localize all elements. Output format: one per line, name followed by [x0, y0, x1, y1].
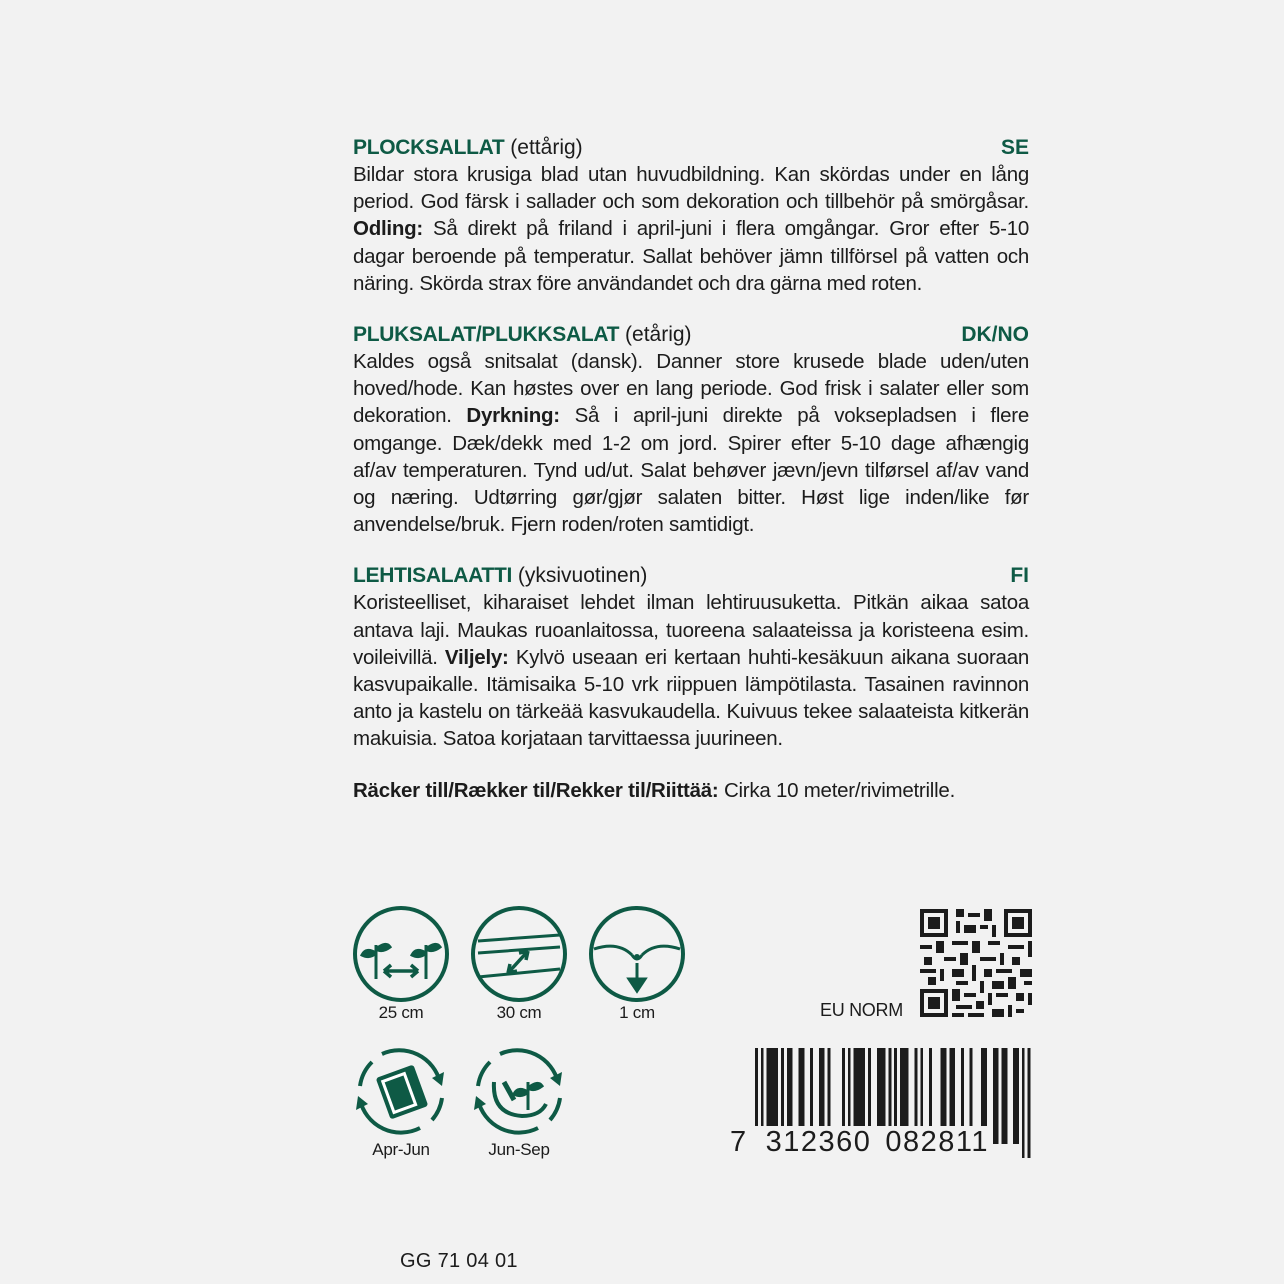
sowing-period-label: Apr-Jun [372, 1140, 430, 1159]
cultivation-label: Odling: [353, 217, 423, 241]
barcode-bar [1028, 1048, 1031, 1158]
barcode-bar [996, 1048, 999, 1144]
barcode-bar [1002, 1048, 1005, 1144]
barcode-bar [1004, 1048, 1007, 1144]
row-spacing-icon [470, 905, 568, 1003]
section-fi [353, 562, 1029, 752]
barcode-first-digit: 7 [730, 1126, 748, 1158]
coverage-value: Cirka 10 meter/rivimetrille. [718, 778, 956, 802]
coverage-label: Räcker till/Rækker til/Rekker til/Riittää: [353, 778, 719, 802]
row-spacing-label: 30 cm [496, 1003, 542, 1022]
section-heading [353, 321, 1029, 348]
section-text: Bildar stora krusiga blad utan huvudbildning. Kan skördas under en lång period. God färsk i sallader och som dekoration och tillbehör på smörgåsar. Odling: Så direkt på friland i april-juni i flera omgångar. Gror efter 5-10 dagar beroende på temperatur. Sallat behöver jämn tillförsel på vatten och näring. Skörda strax före användandet och dra gärna med roten. [353, 163, 1029, 295]
variety-subtitle: (etårig) [619, 323, 692, 347]
variety-subtitle: (ettårig) [504, 136, 583, 159]
language-code: FI [1010, 564, 1029, 588]
barcode-bar [1016, 1048, 1019, 1144]
harvest-period-icon [470, 1042, 568, 1140]
variety-name: PLUKSALAT/PLUKKSALAT [353, 323, 620, 347]
harvest-period-label: Jun-Sep [488, 1140, 550, 1159]
cultivation-label: Dyrkning: [466, 404, 560, 428]
language-code: DK/NO [961, 323, 1029, 347]
section-se [353, 134, 1029, 297]
product-code: GG 71 04 01 [400, 1250, 518, 1272]
eu-norm-label: EU NORM [820, 1000, 903, 1020]
barcode-right-digits: 082811 [885, 1126, 990, 1158]
cultivation-label: Viljely: [444, 645, 509, 669]
qr-code [920, 909, 1032, 1017]
sowing-depth-icon [588, 905, 686, 1003]
section-heading [353, 134, 1029, 161]
variety-name: LEHTISALAATTI [353, 564, 513, 588]
section-heading [353, 562, 1029, 589]
variety-subtitle: (yksivuotinen) [512, 564, 648, 588]
section-text: Koristeelliset, kiharaiset lehdet ilman lehtiruusuketta. Pitkän aikaa satoa antava laji. Maukas ruoanlaitossa, tuoreena salaateissa ja koristeena esim. voileivillä. Viljely: Kylvö useaan eri kertaan huhti-kesäkuun aikana suoraan kasvupaikalle. Itämisaika 5-10 vrk riippuen lämpötilasta. Tasainen ravinnon anto ja kastelu on tärkeää kasvukaudella. Kuivuus tekee salaateista kitkerän makuisia. Satoa korjataan tarvittaessa juurineen. [353, 591, 1029, 751]
barcode-bar [1013, 1048, 1016, 1144]
section-text: Kaldes også snitsalat (dansk). Danner store krusede blade uden/uten hoved/hode. Kan høstes over en lang periode. God frisk i salater eller som dekoration. Dyrkning: Så i april-juni direkte på voksepladsen i flere omgange. Dæk/dekk med 1-2 om jord. Spirer efter 5-10 dage afhængig af/av temperaturen. Tynd ud/ut. Salat behøver jævn/jevn tilførsel af/av vand og næring. Udtørring gør/gjør salaten bitter. Høst lige inden/like før anvendelse/bruk. Fjern roden/roten samtidigt. [353, 350, 1030, 537]
barcode-left-digits: 312360 [765, 1126, 872, 1158]
barcode-number [728, 1126, 991, 1159]
variety-name: PLOCKSALLAT [353, 136, 505, 159]
barcode-bar [1022, 1048, 1025, 1158]
description-panel [353, 134, 1029, 804]
language-code: SE [1000, 136, 1029, 159]
sowing-period-icon [352, 1042, 450, 1140]
plant-spacing-label: 25 cm [378, 1003, 424, 1022]
coverage-line [353, 777, 1029, 804]
sowing-depth-label: 1 cm [619, 1003, 655, 1022]
barcode-bar [993, 1048, 996, 1144]
plant-spacing-icon [352, 905, 450, 1003]
section-dk-no [353, 321, 1029, 538]
